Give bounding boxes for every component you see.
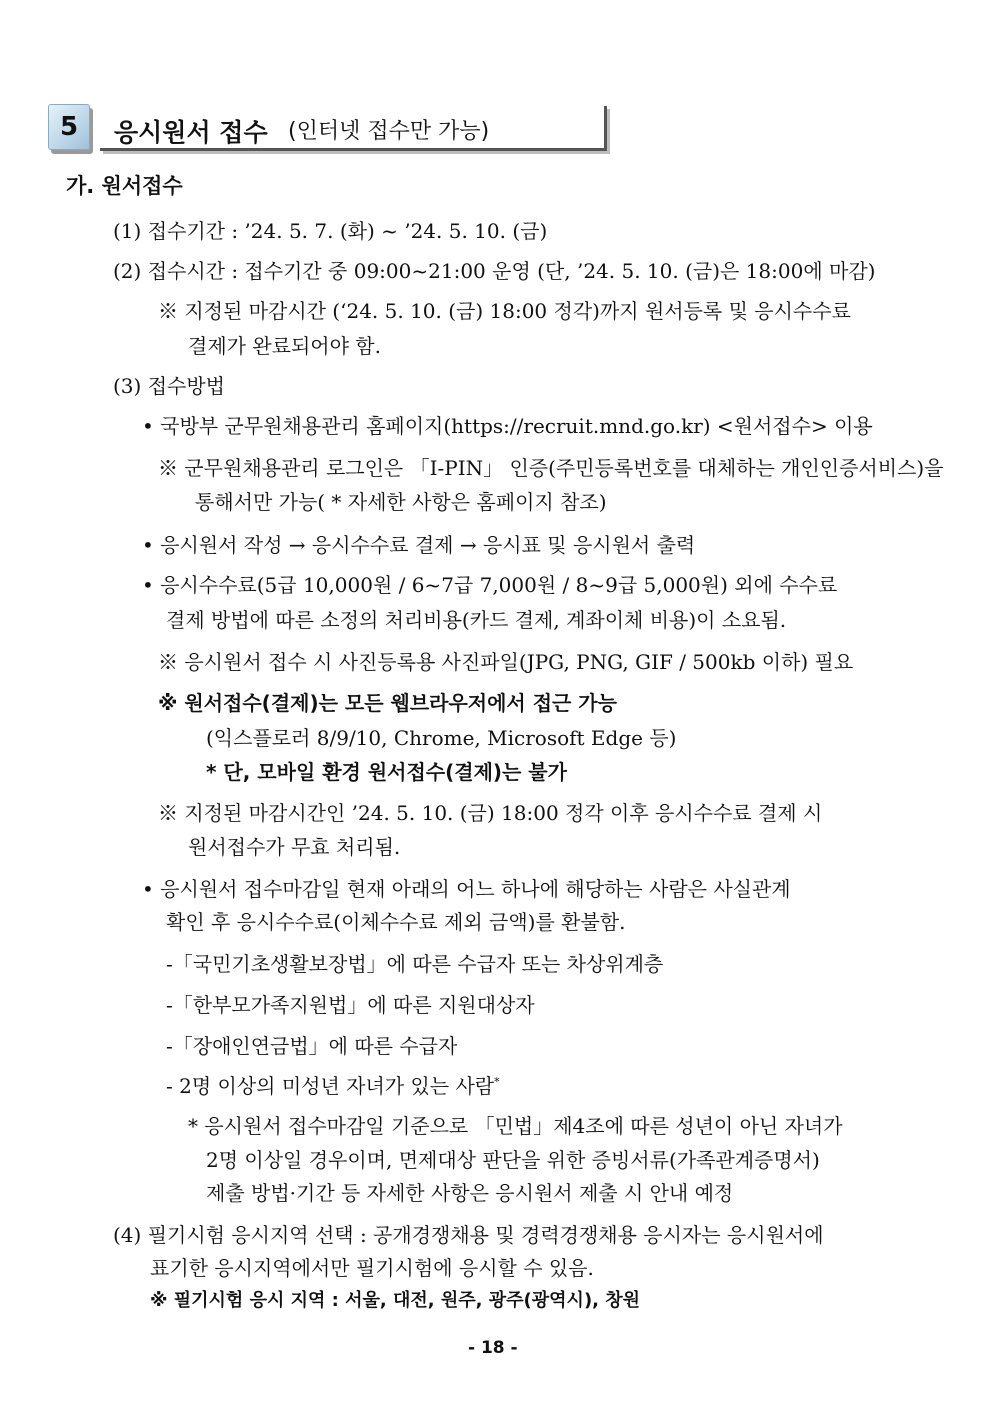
line-16: ※ 지정된 마감시간인 ’24. 5. 10. (금) 18:00 정각 이후 응시수수료 결제 시 <box>158 801 823 825</box>
line-27: (4) 필기시험 응시지역 선택 : 공개경쟁채용 및 경력경쟁채용 응시자는 응시원서에 <box>113 1223 824 1247</box>
line-9: • 응시원서 작성 → 응시수수료 결제 → 응시표 및 응시원서 출력 <box>142 533 696 557</box>
line-6: • 국방부 군무원채용관리 홈페이지(https://recruit.mnd.go.kr) <원서접수> 이용 <box>142 414 873 438</box>
line-23 <box>166 1073 500 1099</box>
line-11: 결제 방법에 따른 소정의 처리비용(카드 결제, 계좌이체 비용)이 소요됨. <box>166 608 787 632</box>
line-1: (1) 접수기간 : ’24. 5. 7. (화) ~ ’24. 5. 10. (금) <box>113 219 548 243</box>
line-17: 원서접수가 무효 처리됨. <box>188 835 401 859</box>
line-29: ※ 필기시험 응시 지역 : 서울, 대전, 원주, 광주(광역시), 창원 <box>150 1290 641 1311</box>
line-26: 제출 방법·기간 등 자세한 사항은 응시원서 제출 시 안내 예정 <box>206 1181 734 1205</box>
line-28: 표기한 응시지역에서만 필기시험에 응시할 수 있음. <box>150 1256 594 1280</box>
line-21: -「한부모가족지원법」에 따른 지원대상자 <box>166 993 535 1017</box>
line-4: 결제가 완료되어야 함. <box>188 334 381 358</box>
section-title: 응시원서 접수 <box>114 118 268 147</box>
line-7: ※ 군무원채용관리 로그인은 「I-PIN」 인증(주민등록번호를 대체하는 개인인증서비스)을 <box>158 456 944 480</box>
line-22: -「장애인연금법」에 따른 수급자 <box>166 1034 458 1058</box>
line-19: 확인 후 응시수수료(이체수수료 제외 금액)를 환불함. <box>166 910 626 934</box>
line-13: ※ 원서접수(결제)는 모든 웹브라우저에서 접근 가능 <box>158 691 617 715</box>
line-25: 2명 이상일 경우이며, 면제대상 판단을 위한 증빙서류(가족관계증명서) <box>206 1148 820 1172</box>
line-23-text: - 2명 이상의 미성년 자녀가 있는 사람 <box>166 1074 495 1098</box>
section-subtitle: (인터넷 접수만 가능) <box>288 119 490 144</box>
line-8: 통해서만 가능( * 자세한 사항은 홈페이지 참조) <box>195 490 607 514</box>
line-2: (2) 접수시간 : 접수기간 중 09:00~21:00 운영 (단, ’24. 5. 10. (금)은 18:00에 마감) <box>113 259 876 283</box>
line-5: (3) 접수방법 <box>113 374 225 398</box>
line-15: * 단, 모바일 환경 원서접수(결제)는 불가 <box>206 760 567 784</box>
page-number: - 18 - <box>468 1338 518 1358</box>
line-20: -「국민기초생활보장법」에 따른 수급자 또는 차상위계층 <box>166 952 664 976</box>
line-10: • 응시수수료(5급 10,000원 / 6~7급 7,000원 / 8~9급 5,000원) 외에 수수료 <box>142 573 838 597</box>
line-14: (익스플로러 8/9/10, Chrome, Microsoft Edge 등) <box>206 726 677 750</box>
section-number-badge: 5 <box>48 104 90 150</box>
line-24: * 응시원서 접수마감일 기준으로 「민법」제4조에 따른 성년이 아닌 자녀가 <box>188 1114 843 1138</box>
subsection-title: 가. 원서접수 <box>66 174 183 198</box>
line-12: ※ 응시원서 접수 시 사진등록용 사진파일(JPG, PNG, GIF / 500kb 이하) 필요 <box>158 650 854 674</box>
footnote-marker: * <box>494 1075 500 1089</box>
line-18: • 응시원서 접수마감일 현재 아래의 어느 하나에 해당하는 사람은 사실관계 <box>142 877 791 901</box>
line-3: ※ 지정된 마감시간 (‘24. 5. 10. (금) 18:00 정각)까지 원서등록 및 응시수수료 <box>158 299 851 323</box>
